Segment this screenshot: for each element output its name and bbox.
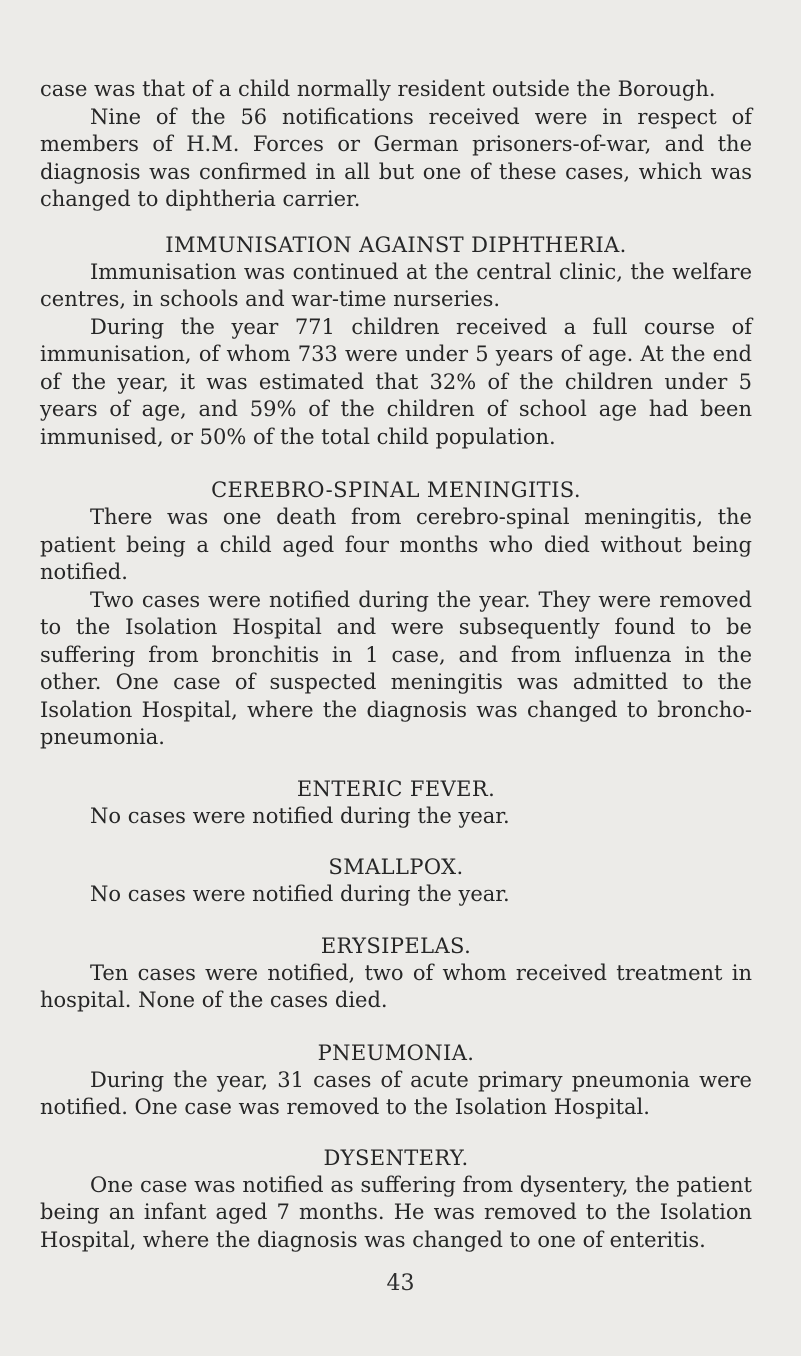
section-heading-dysentery: DYSENTERY.: [323, 1145, 469, 1170]
section-heading-meningitis: CEREBRO-SPINAL MENINGITIS.: [211, 478, 581, 502]
section-paragraph: No cases were notified during the year.: [90, 803, 510, 828]
section-paragraph: During the year, 31 cases of acute primary pneumonia were notified. One case was removed to the Isolation Hospital.: [40, 1067, 752, 1119]
section-heading-immunisation: IMMUNISATION AGAINST DIPHTHERIA.: [165, 232, 627, 257]
section-heading-enteric-fever: ENTERIC FEVER.: [296, 776, 496, 801]
intro-paragraph: Nine of the 56 notifications received were in respect of members of H.M. Forces or German prisoners-of-war, and the diagnosis was confirmed in all but one of these cases, which was changed to diphtheria carrier.: [40, 104, 752, 211]
page-number: 43: [386, 1271, 415, 1296]
section-paragraph: There was one death from cerebro-spinal meningitis, the patient being a child aged four months who died without being notified.: [40, 505, 752, 584]
section-paragraph: Two cases were notified during the year. They were removed to the Isolation Hospital and were subsequently found to be suffering from bronchitis in 1 case, and from influenza in the other. One case of suspected meningitis was admitted to the Isolation Hospital, where the diagnosis was changed to broncho-pneumonia.: [40, 587, 752, 749]
intro-paragraph: case was that of a child normally resident outside the Borough.: [40, 77, 716, 101]
section-paragraph: One case was notified as suffering from dysentery, the patient being an infant aged 7 months. He was removed to the Isolation Hospital, where the diagnosis was changed to one of enteritis.: [40, 1172, 752, 1252]
section-paragraph: Immunisation was continued at the central clinic, the welfare centres, in schools and war-time nurseries.: [40, 259, 752, 311]
section-paragraph: No cases were notified during the year.: [90, 882, 510, 906]
section-heading-erysipelas: ERYSIPELAS.: [320, 933, 472, 958]
section-heading-pneumonia: PNEUMONIA.: [317, 1040, 475, 1065]
section-paragraph: During the year 771 children received a full course of immunisation, of whom 733 were under 5 years of age. At the end of the year, it was estimated that 32% of the children under 5 years of age, and 59% of the children of school age had been immunised, or 50% of the total child population.: [40, 314, 752, 449]
section-heading-smallpox: SMALLPOX.: [328, 855, 464, 879]
section-paragraph: Ten cases were notified, two of whom received treatment in hospital. None of the cases died.: [40, 960, 752, 1012]
document-page: [40, 76, 752, 1254]
